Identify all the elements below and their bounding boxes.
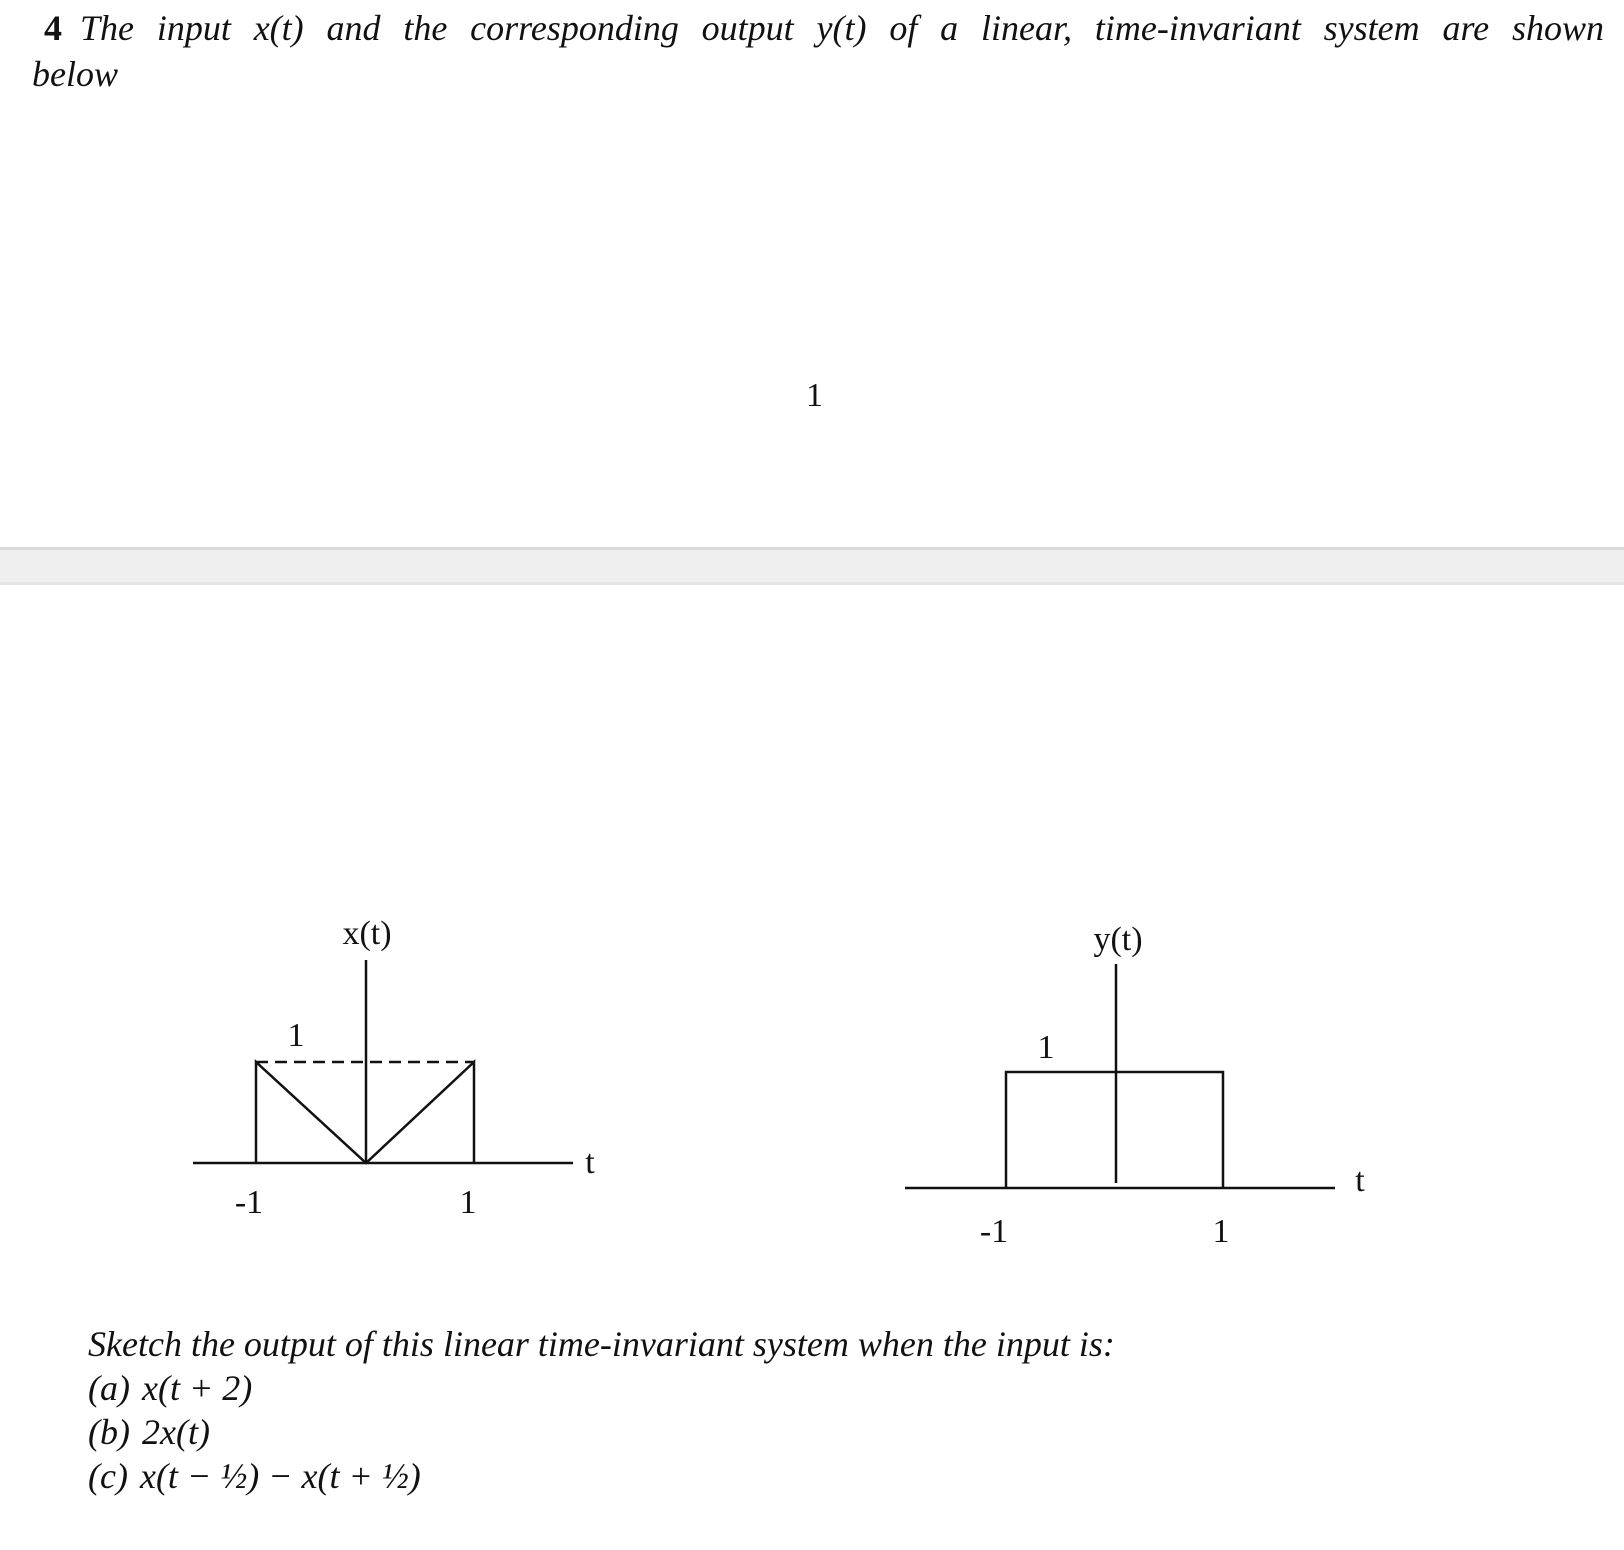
page-separator — [0, 547, 1624, 585]
question-item-label: (b) — [88, 1412, 130, 1452]
y-tick-left: -1 — [979, 1213, 1009, 1250]
question-item-expression: 2x(t) — [141, 1412, 210, 1452]
question-item-expression: x(t − ½) − x(t + ½) — [139, 1456, 421, 1496]
y-amplitude-label: 1 — [1037, 1029, 1055, 1066]
x-axis-label: t — [585, 1144, 595, 1181]
y-tick-right: 1 — [1212, 1213, 1230, 1250]
input-signal-plot — [0, 880, 700, 1220]
question-block — [88, 1322, 1115, 1498]
problem-text-line1: The input x(t) and the corresponding output y(t) of a linear, time-invariant system are shown — [80, 8, 1604, 48]
problem-text-line2: below — [32, 54, 118, 94]
x-tick-left: -1 — [234, 1184, 264, 1221]
x-title: x(t) — [342, 915, 392, 952]
y-title: y(t) — [1093, 921, 1143, 958]
problem-statement-line1 — [44, 6, 1604, 50]
question-item-label: (a) — [88, 1368, 130, 1408]
page-number: 1 — [806, 377, 823, 414]
question-item-label: (c) — [88, 1456, 128, 1496]
question-item-expression: x(t + 2) — [141, 1368, 253, 1408]
x-tick-right: 1 — [459, 1184, 477, 1221]
output-signal-plot — [880, 880, 1400, 1260]
page-top — [0, 0, 1624, 547]
x-amplitude-label: 1 — [287, 1017, 305, 1054]
question-item-c — [88, 1454, 1115, 1498]
question-item-b — [88, 1410, 1115, 1454]
y-signal-waveform — [1006, 1072, 1223, 1188]
question-intro: Sketch the output of this linear time-invariant system when the input is: — [88, 1324, 1115, 1364]
problem-number: 4 — [44, 8, 62, 48]
question-item-a — [88, 1366, 1115, 1410]
y-axis-label: t — [1355, 1162, 1365, 1199]
